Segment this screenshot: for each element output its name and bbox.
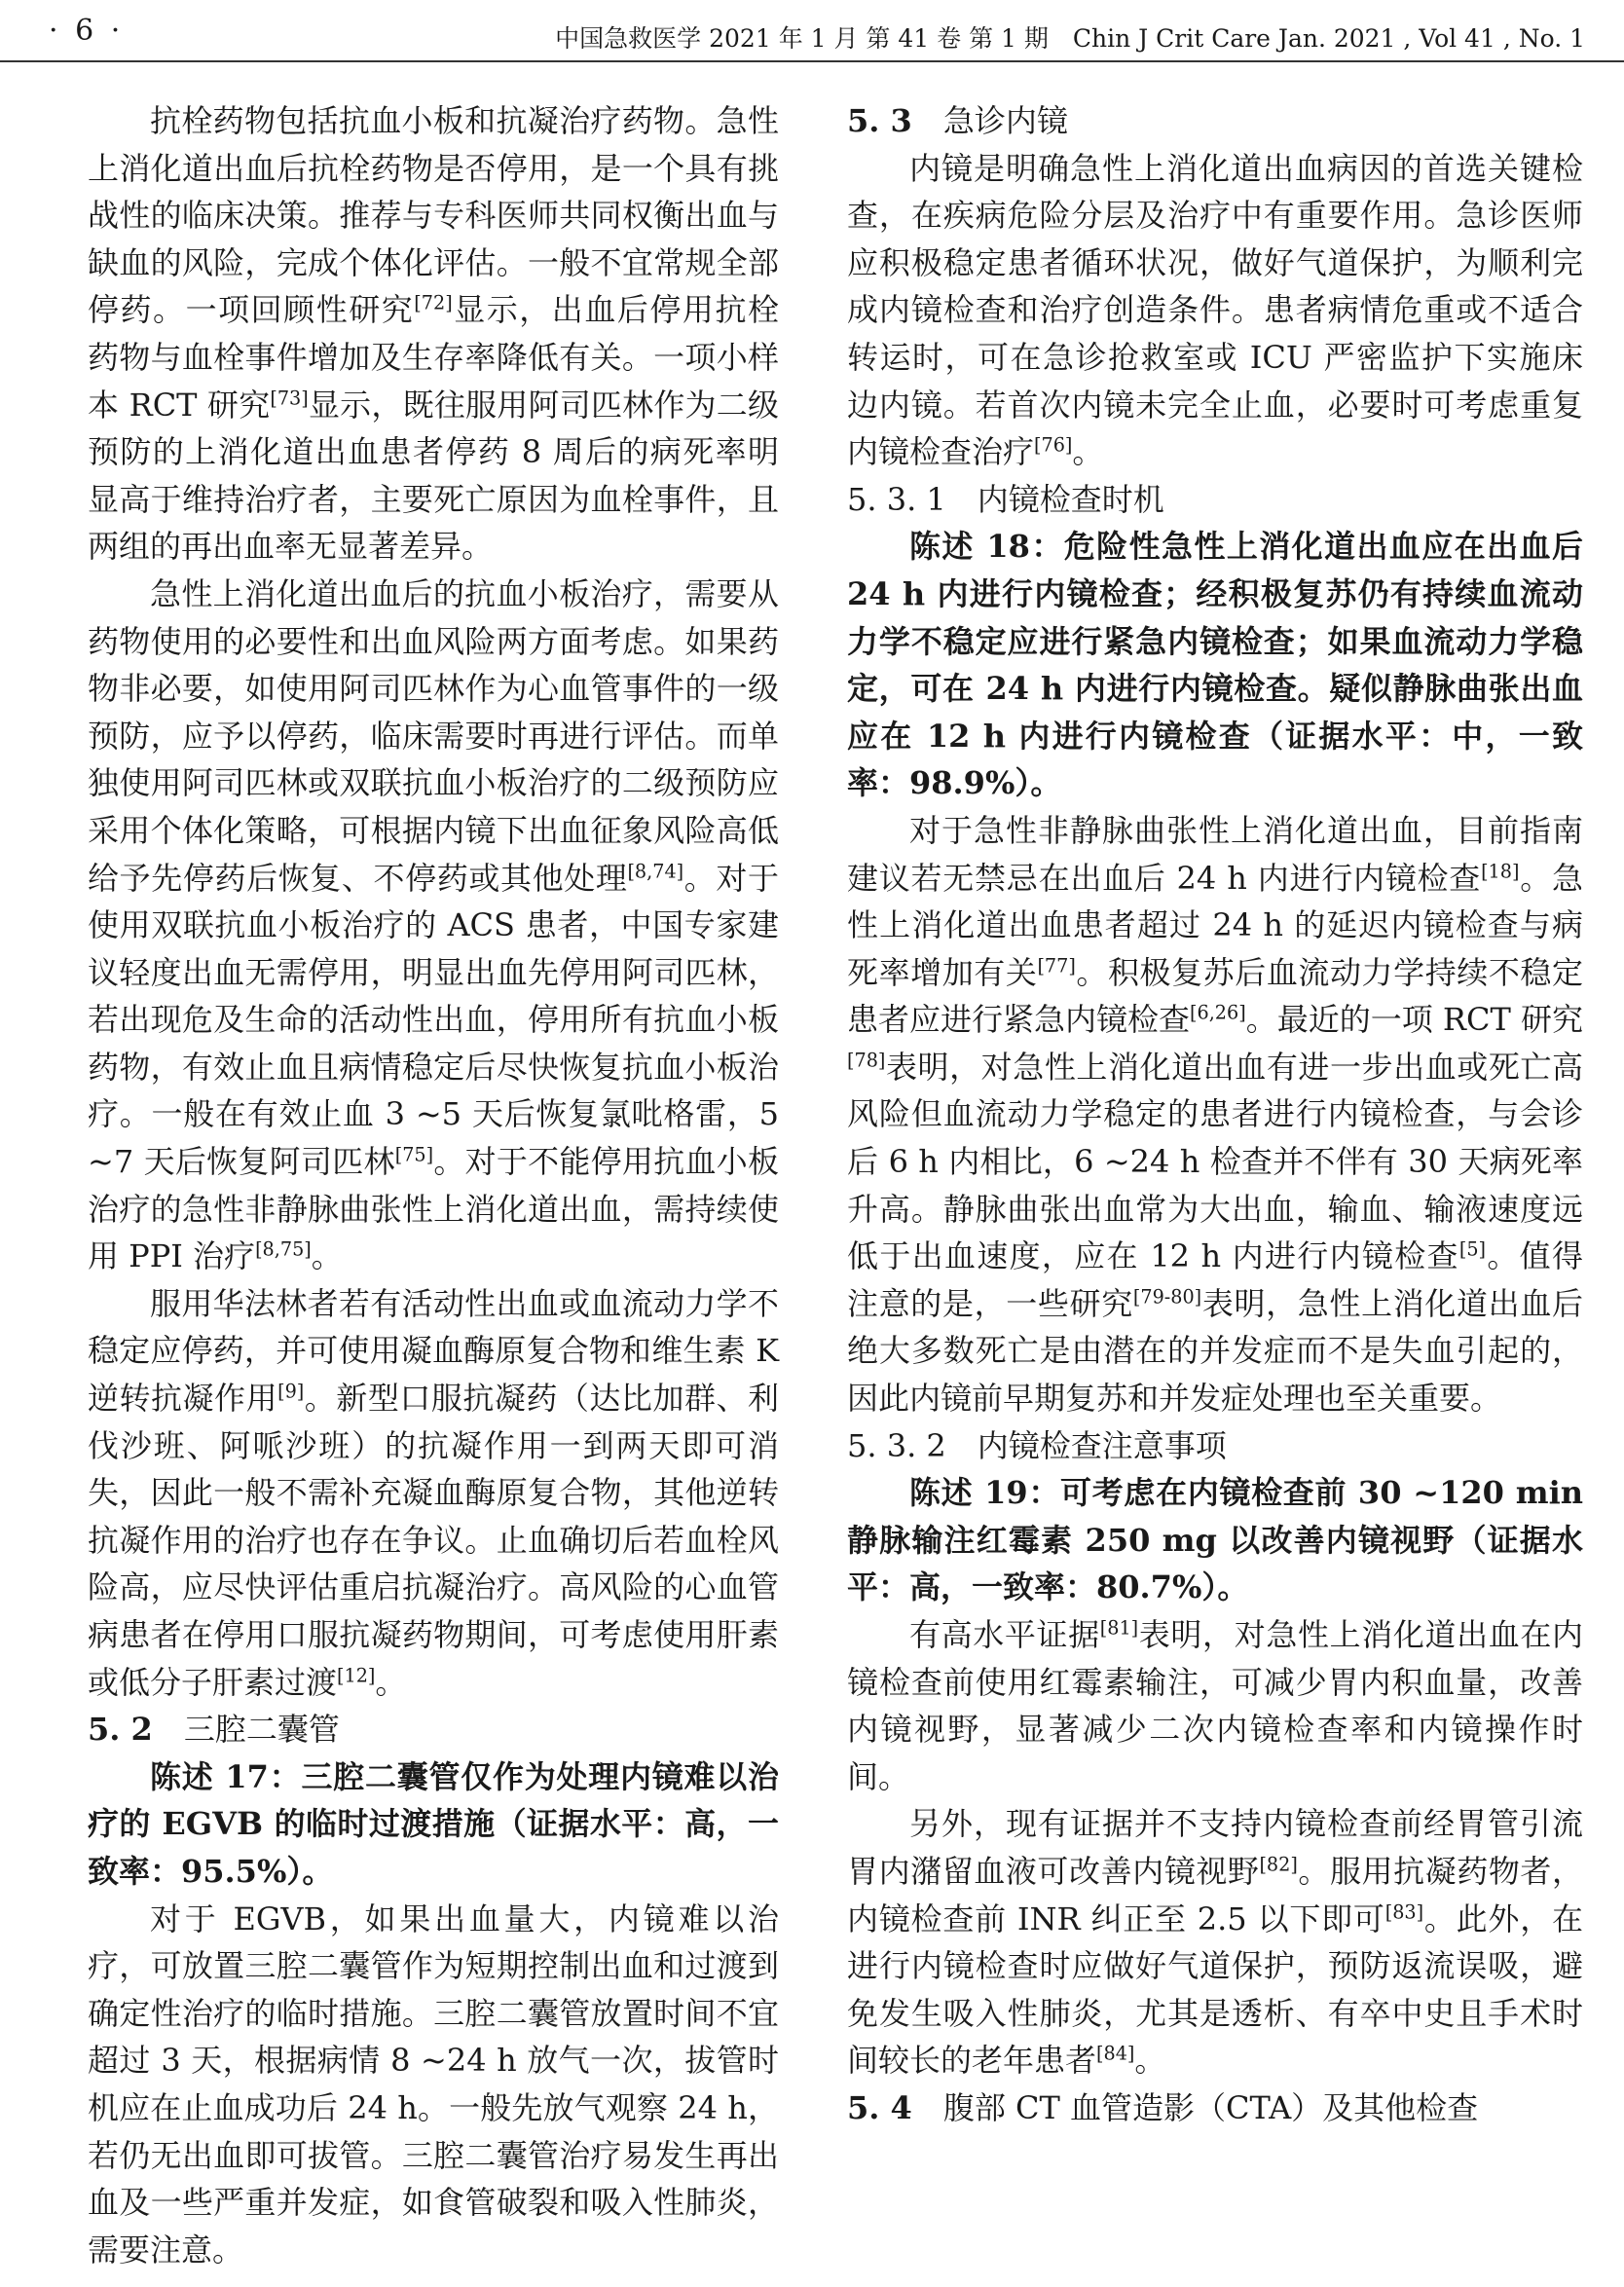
citation-ref[interactable]: [76] bbox=[1034, 433, 1073, 457]
citation-ref[interactable]: [72] bbox=[414, 291, 453, 314]
statement-19: 陈述 19：可考虑在内镜检查前 30 ~120 min 静脉输注红霉素 250 mg 以改善内镜视野（证据水平：高，一致率：80.7%）。 bbox=[847, 1474, 1583, 1606]
section-heading-5-3: 5. 3 急诊内镜 bbox=[847, 102, 1068, 139]
citation-ref[interactable]: [84] bbox=[1096, 2042, 1135, 2065]
citation-ref[interactable]: [81] bbox=[1099, 1616, 1139, 1640]
section-heading-5-4: 5. 4 腹部 CT 血管造影（CTA）及其他检查 bbox=[847, 2088, 1479, 2126]
paragraph-airway-protection: 另外，现有证据并不支持内镜检查前经胃管引流胃内潴留血液可改善内镜视野[82]。服用抗凝药物者，内镜检查前 INR 纠正至 2.5 以下即可[83]。此外，在进行内镜检查时应做好气道保护，预防返流误吸，避免发生吸入性肺炎，尤其是透析、有卒中史且手术时间较长的老年患者[84]。 bbox=[847, 1805, 1583, 2080]
section-heading-5-2: 5. 2 三腔二囊管 bbox=[88, 1711, 340, 1749]
citation-ref[interactable]: [73] bbox=[270, 386, 309, 409]
citation-ref[interactable]: [79-80] bbox=[1132, 1285, 1202, 1309]
citation-ref[interactable]: [8,75] bbox=[255, 1237, 312, 1261]
citation-ref[interactable]: [18] bbox=[1481, 859, 1520, 882]
paragraph-anticoagulant: 服用华法林者若有活动性出血或血流动力学不稳定应停药，并可使用凝血酶原复合物和维生素 K 逆转抗凝作用[9]。新型口服抗凝药（达比加群、利伐沙班、阿哌沙班）的抗凝作用一到两天即可消失，因此一般不需补充凝血酶原复合物，其他逆转抗凝作用的治疗也存在争议。止血确切后若血栓风险高，应尽快评估重启抗凝治疗。高风险的心血管病患者在停用口服抗凝药物期间，可考虑使用肝素或低分子肝素过渡[12]。 bbox=[88, 1284, 779, 1701]
page-number: · 6 · bbox=[49, 14, 125, 48]
right-column bbox=[847, 97, 1583, 2132]
statement-18: 陈述 18：危险性急性上消化道出血应在出血后 24 h 内进行内镜检查；经积极复苏仍有持续血流动力学不稳定应进行紧急内镜检查；如果血流动力学稳定，可在 24 h 内进行内镜检查。疑似静脉曲张出血应在 12 h 内进行内镜检查（证据水平：中，一致率：98.9%）。 bbox=[847, 528, 1583, 802]
citation-ref[interactable]: [75] bbox=[394, 1143, 434, 1166]
paragraph-antiplatelet: 急性上消化道出血后的抗血小板治疗，需要从药物使用的必要性和出血风险两方面考虑。如果药物非必要，如使用阿司匹林作为心血管事件的一级预防，应予以停药，临床需要时再进行评估。而单独使用阿司匹林或双联抗血小板治疗的二级预防应采用个体化策略，可根据内镜下出血征象风险高低给予先停药后恢复、不停药或其他处理[8,74]。对于使用双联抗血小板治疗的 ACS 患者，中国专家建议轻度出血无需停用，明显出血先停用阿司匹林，若出现危及生命的活动性出血，停用所有抗血小板药物，有效止血且病情稳定后尽快恢复抗血小板治疗。一般在有效止血 3 ~5 天后恢复氯吡格雷，5 ~7 天后恢复阿司匹林[75]。对于不能停用抗血小板治疗的急性非静脉曲张性上消化道出血，需持续使用 PPI 治疗[8,75]。 bbox=[88, 574, 779, 1275]
running-header bbox=[0, 0, 1624, 62]
citation-ref[interactable]: [5] bbox=[1458, 1237, 1487, 1261]
citation-ref[interactable]: [9] bbox=[277, 1380, 305, 1403]
left-column bbox=[88, 97, 779, 2273]
citation-ref[interactable]: [82] bbox=[1259, 1853, 1298, 1876]
subsection-heading-5-3-2: 5. 3. 2 内镜检查注意事项 bbox=[847, 1426, 1227, 1464]
journal-citation: 中国急救医学 2021 年 1 月 第 41 卷 第 1 期 Chin J Crit Care Jan. 2021 , Vol 41 , No. 1 bbox=[555, 24, 1585, 53]
citation-ref[interactable]: [6,26] bbox=[1190, 1001, 1246, 1024]
citation-ref[interactable]: [77] bbox=[1037, 954, 1076, 978]
paragraph-emergency-endoscopy: 内镜是明确急性上消化道出血病因的首选关键检查，在疾病危险分层及治疗中有重要作用。急诊医师应积极稳定患者循环状况，做好气道保护，为顺利完成内镜检查和治疗创造条件。患者病情危重或不适合转运时，可在急诊抢救室或 ICU 严密监护下实施床边内镜。若首次内镜未完全止血，必要时可考虑重复内镜检查治疗[76]。 bbox=[847, 149, 1583, 471]
paragraph-endoscopy-timing: 对于急性非静脉曲张性上消化道出血，目前指南建议若无禁忌在出血后 24 h 内进行内镜检查[18]。急性上消化道出血患者超过 24 h 的延迟内镜检查与病死率增加有关[77]。积极复苏后血流动力学持续不稳定患者应进行紧急内镜检查[6,26]。最近的一项 RCT 研究[78]表明，对急性上消化道出血有进一步出血或死亡高风险但血流动力学稳定的患者进行内镜检查，与会诊后 6 h 内相比，6 ~24 h 检查并不伴有 30 天病死率升高。静脉曲张出血常为大出血，输血、输液速度远低于出血速度，应在 12 h 内进行内镜检查[5]。值得注意的是，一些研究[79-80]表明，急性上消化道出血后绝大多数死亡是由潜在的并发症而不是失血引起的，因此内镜前早期复苏和并发症处理也至关重要。 bbox=[847, 811, 1583, 1418]
citation-ref[interactable]: [8,74] bbox=[627, 859, 684, 882]
paragraph-antithrombotic: 抗栓药物包括抗血小板和抗凝治疗药物。急性上消化道出血后抗栓药物是否停用，是一个具有挑战性的临床决策。推荐与专科医师共同权衡出血与缺血的风险，完成个体化评估。一般不宜常规全部停药。一项回顾性研究[72]显示，出血后停用抗栓药物与血栓事件增加及生存率降低有关。一项小样本 RCT 研究[73]显示，既往服用阿司匹林作为二级预防的上消化道出血患者停药 8 周后的病死率明显高于维持治疗者，主要死亡原因为血栓事件，且两组的再出血率无显著差异。 bbox=[88, 102, 779, 566]
citation-ref[interactable]: [83] bbox=[1384, 1900, 1424, 1923]
citation-ref[interactable]: [78] bbox=[847, 1049, 886, 1072]
statement-17: 陈述 17：三腔二囊管仅作为处理内镜难以治疗的 EGVB 的临时过渡措施（证据水平：高，一致率：95.5%）。 bbox=[88, 1757, 779, 1890]
paragraph-balloon-tamponade: 对于 EGVB，如果出血量大，内镜难以治疗，可放置三腔二囊管作为短期控制出血和过渡到确定性治疗的临时措施。三腔二囊管放置时间不宜超过 3 天，根据病情 8 ~24 h 放气一次，拔管时机应在止血成功后 24 h。一般先放气观察 24 h，若仍无出血即可拔管。三腔二囊管治疗易发生再出血及一些严重并发症，如食管破裂和吸入性肺炎，需要注意。 bbox=[88, 1900, 779, 2269]
citation-ref[interactable]: [12] bbox=[337, 1663, 376, 1686]
paragraph-erythromycin: 有高水平证据[81]表明，对急性上消化道出血在内镜检查前使用红霉素输注，可减少胃内积血量，改善内镜视野，显著减少二次内镜检查率和内镜操作时间。 bbox=[847, 1616, 1583, 1795]
subsection-heading-5-3-1: 5. 3. 1 内镜检查时机 bbox=[847, 480, 1164, 518]
